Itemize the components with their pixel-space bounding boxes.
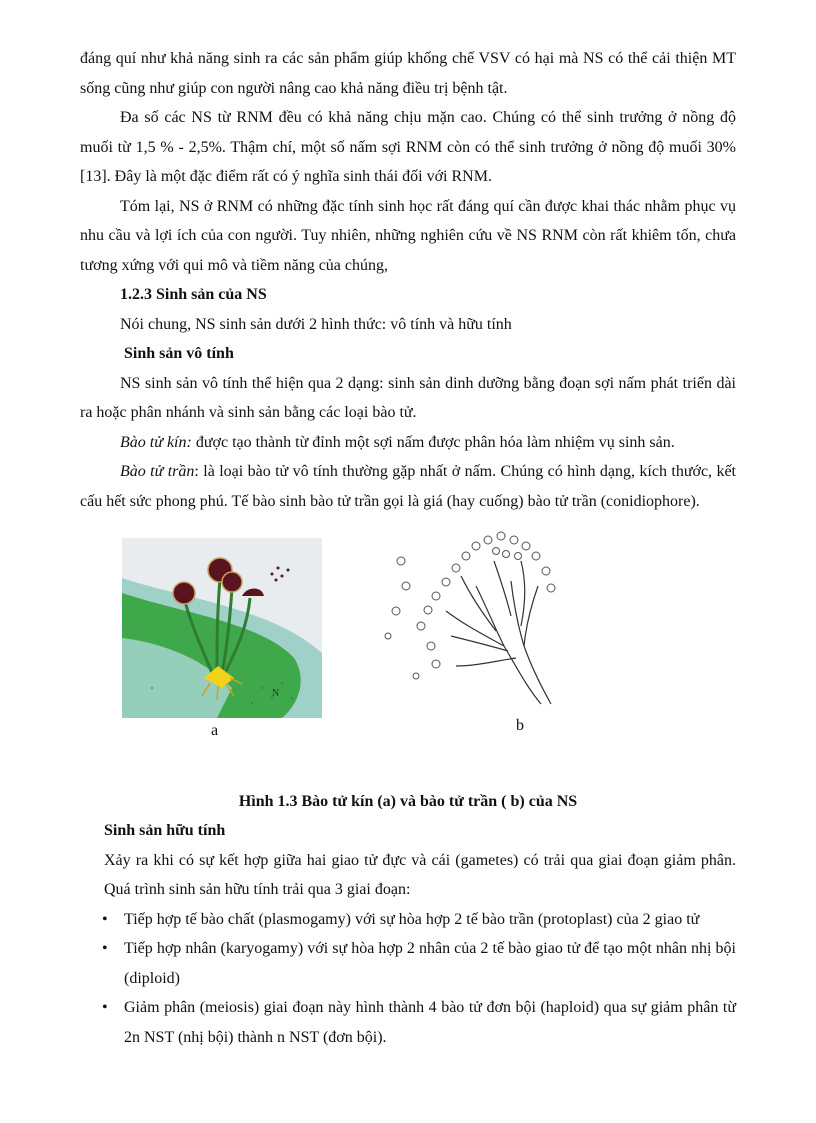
paragraph-7 — [80, 457, 736, 516]
document-page — [80, 44, 736, 1052]
list-item-text: Tiếp hợp tế bào chất (plasmogamy) với sự hòa hợp 2 tế bào trần (protoplast) của 2 giao tử — [124, 910, 700, 928]
heading-asexual: Sinh sản vô tính — [124, 345, 234, 362]
panel-a-letter: N — [272, 688, 280, 699]
bullet-icon: • — [102, 999, 108, 1016]
figure-label-a: a — [211, 722, 219, 739]
heading-sexual: Sinh sản hữu tính — [104, 822, 226, 839]
figure-label-b: b — [516, 717, 524, 734]
section-heading-1-2-3: 1.2.3 Sinh sản của NS — [120, 286, 267, 303]
sporangium-illustration — [122, 538, 322, 718]
term-conidia: Bào tử trần — [120, 463, 195, 480]
paragraph-2: Đa số các NS từ RNM đều có khả năng chịu mặn cao. Chúng có thể sinh trưởng ở nồng độ muối từ 1,5 % - 2,5%. Thậm chí, một số nấm sợi RNM còn có thể sinh trưởng ở nồng độ muối 30% [13]. Đây là một đặc điểm rất có ý nghĩa sinh thái đối với RNM. — [80, 109, 736, 185]
paragraph-1: đáng quí như khả năng sinh ra các sản phẩm giúp khống chế VSV có hại mà NS có thể cải thiện MT sống cũng như giúp con người nâng cao khả năng điều trị bệnh tật. — [80, 50, 736, 97]
paragraph-7-text: : là loại bào tử vô tính thường gặp nhất ở nấm. Chúng có hình dạng, kích thước, kết cấu hết sức phong phú. Tế bào sinh bào tử trần gọi là giá (hay cuống) bào tử trần (conidiophore). — [80, 463, 737, 510]
figure-caption: Hình 1.3 Bào tử kín (a) và bào tử trần ( b) của NS — [238, 793, 578, 810]
stage-list — [80, 905, 736, 1053]
paragraph-4: Nói chung, NS sinh sản dưới 2 hình thức: vô tính và hữu tính — [120, 315, 512, 333]
term-closed-spore: Bào tử kín: — [120, 433, 192, 451]
paragraph-5: NS sinh sản vô tính thể hiện qua 2 dạng: sinh sản dinh dưỡng bằng đoạn sợi nấm phát triển dài ra hoặc phân nhánh và sinh sản bằng các loại bào tử. — [80, 374, 736, 421]
list-item-text: Tiếp hợp nhân (karyogamy) với sự hòa hợp 2 nhân của 2 tế bào giao tử để tạo một nhân nhị bội (diploid) — [124, 940, 736, 987]
bullet-icon: • — [102, 940, 108, 957]
bullet-icon: • — [102, 910, 108, 928]
paragraph-6-text: được tạo thành từ đỉnh một sợi nấm được phân hóa làm nhiệm vụ sinh sản. — [191, 433, 675, 451]
list-item — [80, 934, 736, 993]
list-item — [80, 993, 736, 1052]
list-item — [80, 905, 736, 935]
list-item-text: Giảm phân (meiosis) giai đoạn này hình thành 4 bào tử đơn bội (haploid) qua sự giảm phân từ 2n NST (nhị bội) thành n NST (đơn bội). — [124, 999, 736, 1046]
paragraph-8: Xảy ra khi có sự kết hợp giữa hai giao tử đực và cái (gametes) có trải qua giai đoạn giảm phân. Quá trình sinh sản hữu tính trải qua 3 giai đoạn: — [104, 851, 736, 898]
paragraph-6 — [80, 428, 736, 458]
paragraph-3: Tóm lại, NS ở RNM có những đặc tính sinh học rất đáng quí cần được khai thác nhằm phục vụ nhu cầu và lợi ích của con người. Tuy nhiên, những nghiên cứu về NS RNM còn rất khiêm tốn, chưa tương xứng với qui mô và tiềm năng của chúng, — [80, 197, 736, 274]
figure-1-3 — [80, 526, 736, 788]
conidiophore-illustration — [376, 526, 566, 706]
